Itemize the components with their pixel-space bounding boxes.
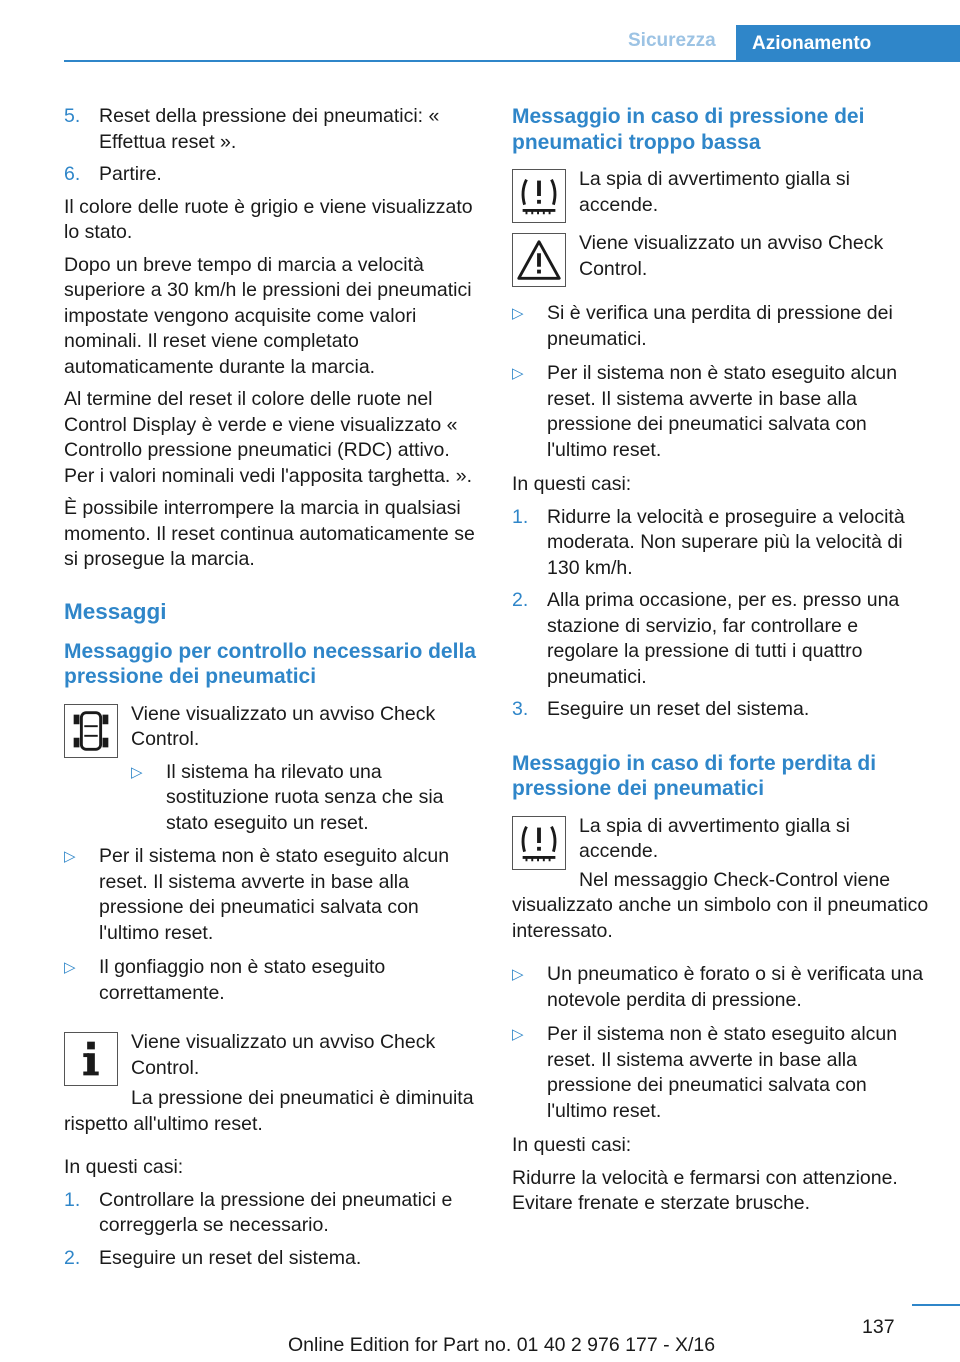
- bullet-triangle-icon: ▷: [64, 848, 76, 865]
- symbol-text: [64, 702, 482, 837]
- symbol-row: [64, 702, 482, 837]
- bullet-triangle-icon: ▷: [512, 1026, 524, 1043]
- step-text: Eseguire un reset del sistema.: [547, 698, 810, 720]
- symbol-text: [512, 231, 930, 282]
- step-number: 3.: [512, 698, 529, 720]
- bullet-text: Per il sistema non è stato eseguito alcun reset. Il sistema avverte in base alla pressione dei pneumatici salvata con l'ultimo reset.: [99, 845, 450, 944]
- warning-light-text: La spia di avvertimento gialla si accende.: [579, 814, 850, 862]
- footer-rule: [912, 1304, 960, 1306]
- list-item: [512, 505, 930, 582]
- steps-right: [512, 505, 930, 723]
- paragraph: Al termine del reset il colore delle ruote nel Control Display è verde e viene visualizzato « Controllo pressione pneumatici (RDC) attivo. Per i valori nominali vedi l'apposita targhetta. ».: [64, 388, 473, 487]
- tire-pressure-warning-icon: [512, 169, 566, 223]
- right-column: [512, 104, 930, 1224]
- list-item: [512, 962, 930, 1013]
- paragraph: Il colore delle ruote è grigio e viene visualizzato lo stato.: [64, 195, 473, 243]
- bullet-text: Per il sistema non è stato eseguito alcun reset. Il sistema avverte in base alla pressione dei pneumatici salvata con l'ultimo reset.: [547, 1023, 898, 1122]
- check-control-text: Viene visualizzato un avviso Check Control.: [131, 702, 436, 750]
- symbol-row: [512, 231, 930, 287]
- step-number: 2.: [512, 589, 529, 611]
- list-item: [64, 1246, 482, 1272]
- steps-top: [64, 104, 482, 188]
- bullet-text: Un pneumatico è forato o si è verificata una notevole perdita di pressione.: [547, 963, 924, 1011]
- list-item: [512, 301, 930, 352]
- step-text: Partire.: [99, 163, 162, 185]
- paragraph: Dopo un breve tempo di marcia a velocità superiore a 30 km/h le pressioni dei pneumatici impostate vengono acquisite come valori nominali. Il reset viene completato automaticamente durante la marcia.: [64, 253, 472, 378]
- bullet-text: Per il sistema non è stato eseguito alcun reset. Il sistema avverte in base alla pressione dei pneumatici salvata con l'ultimo reset.: [547, 362, 898, 461]
- list-item: [512, 361, 930, 463]
- bullet-list: [512, 962, 930, 1124]
- info-icon: [64, 1032, 118, 1086]
- symbol-row: [64, 1030, 482, 1086]
- step-text: Controllare la pressione dei pneumatici e correggerla se necessario.: [99, 1188, 453, 1236]
- step-number: 5.: [64, 105, 81, 127]
- car-wheels-icon: [64, 704, 118, 758]
- tire-pressure-warning-icon: [512, 816, 566, 870]
- bullet-triangle-icon: ▷: [512, 365, 524, 382]
- header-section-tab[interactable]: Sicurezza: [628, 30, 716, 51]
- bullet-triangle-icon: ▷: [512, 305, 524, 322]
- list-item: [64, 1188, 482, 1239]
- header-chapter-tab[interactable]: Azionamento: [736, 25, 960, 62]
- step-number: 1.: [512, 505, 529, 528]
- list-item: [64, 104, 482, 155]
- bullet-triangle-icon: ▷: [131, 763, 143, 781]
- paragraph: In questi casi:: [512, 473, 632, 495]
- step-number: 2.: [64, 1246, 81, 1269]
- list-item: [131, 760, 482, 837]
- paragraph: È possibile interrompere la marcia in qualsiasi momento. Il reset continua automaticamente se si prosegue la marcia.: [64, 497, 475, 570]
- heading-controllo-pressione: Messaggio per controllo necessario della pressione dei pneumatici: [64, 639, 476, 688]
- left-column: [64, 104, 482, 1278]
- symbol-text: [512, 814, 930, 865]
- bullet-text: Si è verifica una perdita di pressione dei pneumatici.: [547, 302, 893, 350]
- paragraph: In questi casi:: [64, 1156, 184, 1178]
- heading-forte-perdita: Messaggio in caso di forte perdita di pressione dei pneumatici: [512, 751, 877, 800]
- bullet-triangle-icon: ▷: [512, 966, 524, 983]
- symbol-text: [512, 167, 930, 218]
- bullet-text: Il gonfiaggio non è stato eseguito correttamente.: [99, 956, 386, 1004]
- warning-light-text: La spia di avvertimento gialla si accende.: [579, 168, 850, 216]
- header-rule: [64, 60, 960, 62]
- page-number: 137: [862, 1316, 895, 1338]
- steps-bottom: [64, 1188, 482, 1272]
- bullet-list: [512, 301, 930, 463]
- paragraph: Ridurre la velocità e fermarsi con attenzione. Evitare frenate e sterzate brusche.: [512, 1166, 898, 1214]
- step-text: Eseguire un reset del sistema.: [99, 1246, 362, 1269]
- paragraph: In questi casi:: [512, 1134, 632, 1156]
- step-number: 1.: [64, 1188, 81, 1211]
- list-item: [64, 844, 482, 946]
- heading-messaggi: Messaggi: [64, 598, 167, 624]
- list-item: [64, 955, 482, 1006]
- bullet-text: Il sistema ha rilevato una sostituzione ruota senza che sia stato eseguito un reset.: [166, 760, 444, 834]
- check-control-text: Viene visualizzato un avviso Check Control.: [579, 232, 884, 280]
- step-text: Ridurre la velocità e proseguire a velocità moderata. Non superare più la velocità di 130 km/h.: [547, 505, 905, 579]
- symbol-row: [512, 167, 930, 223]
- warning-triangle-icon: [512, 233, 566, 287]
- step-text: Reset della pressione dei pneumatici: « Effettua reset ».: [99, 105, 440, 153]
- bullet-triangle-icon: ▷: [64, 959, 76, 976]
- bullet-list: [64, 844, 482, 1006]
- symbol-row: [512, 814, 930, 870]
- heading-pressione-bassa: Messaggio in caso di pressione dei pneumatici troppo bassa: [512, 105, 865, 154]
- step-number: 6.: [64, 163, 81, 185]
- step-text: Alla prima occasione, per es. presso una stazione di servizio, far controllare e regolare la pressione di tutti i quattro pneumatici.: [547, 589, 900, 688]
- list-item: [512, 697, 930, 723]
- symbol-text: [64, 1030, 482, 1081]
- paragraph: La pressione dei pneumatici è diminuita rispetto all'ultimo reset.: [64, 1087, 474, 1135]
- edition-note: Online Edition for Part no. 01 40 2 976 177 - X/16: [288, 1334, 716, 1356]
- list-item: [512, 588, 930, 690]
- check-control-text: Viene visualizzato un avviso Check Control.: [131, 1031, 436, 1079]
- paragraph: Nel messaggio Check-Control viene visualizzato anche un simbolo con il pneumatico interessato.: [512, 868, 929, 942]
- list-item: [512, 1022, 930, 1124]
- list-item: [64, 162, 482, 188]
